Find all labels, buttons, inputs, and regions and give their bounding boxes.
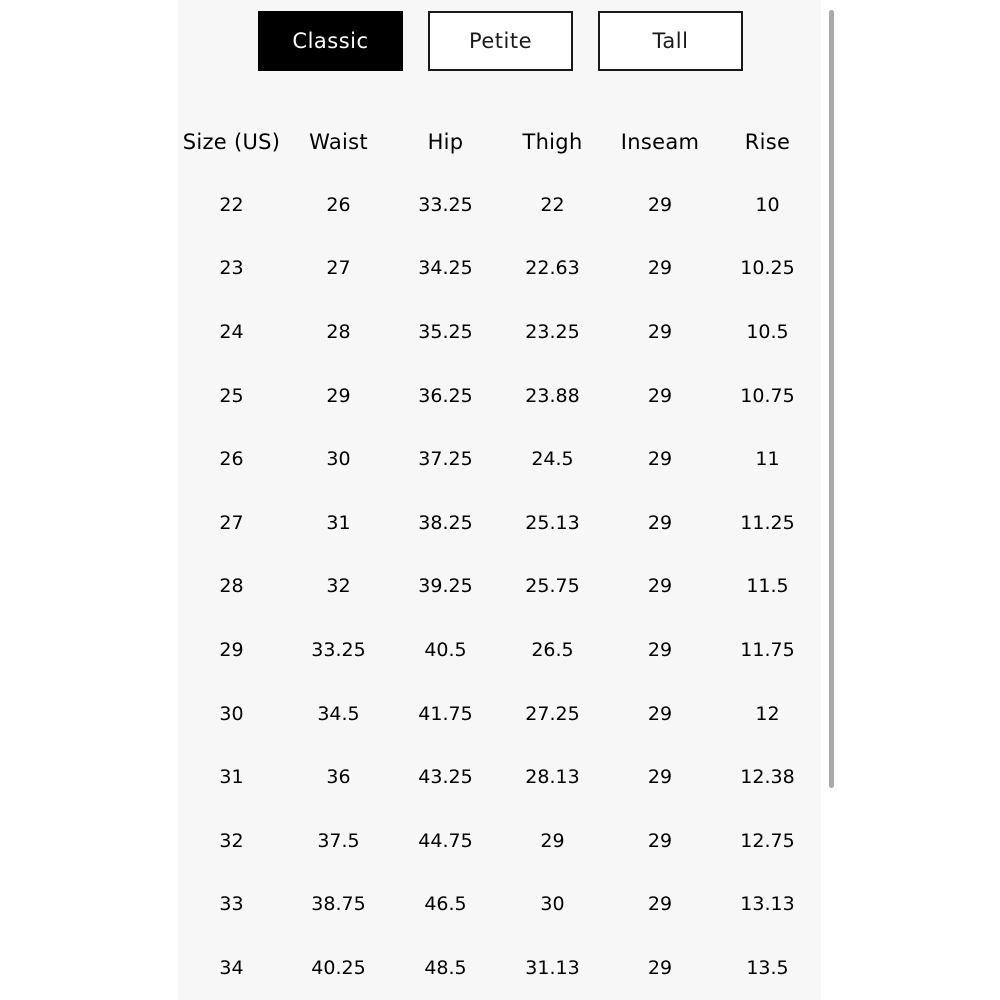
table-header-row bbox=[178, 110, 821, 173]
cell-hip: 40.5 bbox=[424, 638, 467, 661]
cell-hip: 34.25 bbox=[418, 257, 473, 280]
scrollbar[interactable] bbox=[829, 10, 835, 790]
cell-waist: 27 bbox=[326, 257, 351, 280]
table-body bbox=[178, 173, 821, 1000]
cell-thigh: 27.25 bbox=[525, 702, 580, 725]
table-row bbox=[178, 682, 821, 746]
table-row bbox=[178, 809, 821, 873]
cell-thigh: 31.13 bbox=[525, 956, 580, 979]
column-header-waist: Waist bbox=[309, 129, 368, 154]
cell-size: 24 bbox=[219, 320, 244, 343]
cell-size: 25 bbox=[219, 384, 244, 407]
size-table bbox=[178, 110, 821, 1000]
cell-rise: 11 bbox=[755, 448, 780, 471]
cell-waist: 31 bbox=[326, 511, 351, 534]
cell-inseam: 29 bbox=[647, 575, 673, 598]
cell-hip: 41.75 bbox=[418, 702, 473, 725]
cell-inseam: 29 bbox=[647, 956, 673, 979]
tab-tall[interactable]: Tall bbox=[598, 11, 743, 71]
cell-inseam: 29 bbox=[647, 384, 673, 407]
cell-thigh: 24.5 bbox=[531, 448, 574, 471]
cell-thigh: 22.63 bbox=[525, 257, 580, 280]
cell-thigh: 22 bbox=[540, 193, 565, 216]
cell-rise: 12.38 bbox=[740, 766, 795, 789]
table-row bbox=[178, 873, 821, 937]
size-chart-panel bbox=[178, 0, 821, 1000]
table-row bbox=[178, 173, 821, 237]
table-row bbox=[178, 555, 821, 619]
cell-size: 33 bbox=[219, 893, 244, 916]
cell-thigh: 23.88 bbox=[525, 384, 580, 407]
cell-thigh: 30 bbox=[540, 893, 565, 916]
cell-hip: 39.25 bbox=[418, 575, 473, 598]
cell-inseam: 29 bbox=[647, 702, 673, 725]
cell-hip: 48.5 bbox=[424, 956, 467, 979]
table-row bbox=[178, 427, 821, 491]
cell-inseam: 29 bbox=[647, 320, 673, 343]
cell-size: 30 bbox=[219, 702, 244, 725]
table-row bbox=[178, 618, 821, 682]
cell-hip: 36.25 bbox=[418, 384, 473, 407]
cell-waist: 32 bbox=[326, 575, 351, 598]
scrollbar-thumb[interactable] bbox=[829, 10, 834, 788]
cell-rise: 12.75 bbox=[740, 829, 795, 852]
cell-inseam: 29 bbox=[647, 257, 673, 280]
cell-size: 27 bbox=[219, 511, 244, 534]
cell-thigh: 29 bbox=[540, 829, 565, 852]
cell-hip: 46.5 bbox=[424, 893, 467, 916]
column-header-hip: Hip bbox=[427, 129, 464, 154]
cell-size: 34 bbox=[219, 956, 244, 979]
table-row bbox=[178, 936, 821, 1000]
column-header-rise: Rise bbox=[744, 129, 791, 154]
cell-rise: 10.25 bbox=[740, 257, 795, 280]
column-header-inseam: Inseam bbox=[620, 129, 700, 154]
cell-waist: 38.75 bbox=[311, 893, 366, 916]
cell-size: 22 bbox=[219, 193, 244, 216]
cell-size: 23 bbox=[219, 257, 244, 280]
cell-hip: 44.75 bbox=[418, 829, 473, 852]
cell-waist: 34.5 bbox=[317, 702, 360, 725]
table-row bbox=[178, 745, 821, 809]
cell-rise: 11.75 bbox=[740, 638, 795, 661]
cell-waist: 36 bbox=[326, 766, 351, 789]
cell-hip: 38.25 bbox=[418, 511, 473, 534]
cell-size: 29 bbox=[219, 638, 244, 661]
cell-rise: 10.75 bbox=[740, 384, 795, 407]
cell-size: 28 bbox=[219, 575, 244, 598]
cell-thigh: 25.13 bbox=[525, 511, 580, 534]
cell-rise: 10 bbox=[755, 193, 780, 216]
cell-inseam: 29 bbox=[647, 893, 673, 916]
cell-waist: 33.25 bbox=[311, 638, 366, 661]
cell-inseam: 29 bbox=[647, 766, 673, 789]
cell-waist: 30 bbox=[326, 448, 351, 471]
cell-inseam: 29 bbox=[647, 448, 673, 471]
cell-thigh: 25.75 bbox=[525, 575, 580, 598]
tab-petite[interactable]: Petite bbox=[428, 11, 573, 71]
cell-size: 31 bbox=[219, 766, 244, 789]
cell-waist: 28 bbox=[326, 320, 351, 343]
cell-thigh: 23.25 bbox=[525, 320, 580, 343]
cell-hip: 37.25 bbox=[418, 448, 473, 471]
cell-inseam: 29 bbox=[647, 193, 673, 216]
table-row bbox=[178, 300, 821, 364]
cell-rise: 12 bbox=[755, 702, 780, 725]
cell-rise: 13.5 bbox=[746, 956, 789, 979]
tab-classic[interactable]: Classic bbox=[258, 11, 403, 71]
fit-tabs bbox=[178, 11, 821, 71]
cell-size: 26 bbox=[219, 448, 244, 471]
cell-inseam: 29 bbox=[647, 511, 673, 534]
cell-thigh: 28.13 bbox=[525, 766, 580, 789]
table-row bbox=[178, 237, 821, 301]
cell-waist: 37.5 bbox=[317, 829, 360, 852]
cell-waist: 29 bbox=[326, 384, 351, 407]
table-row bbox=[178, 364, 821, 428]
cell-hip: 33.25 bbox=[418, 193, 473, 216]
cell-inseam: 29 bbox=[647, 638, 673, 661]
cell-thigh: 26.5 bbox=[531, 638, 574, 661]
column-header-size: Size (US) bbox=[182, 129, 281, 154]
cell-rise: 10.5 bbox=[746, 320, 789, 343]
cell-rise: 13.13 bbox=[740, 893, 795, 916]
cell-hip: 43.25 bbox=[418, 766, 473, 789]
cell-hip: 35.25 bbox=[418, 320, 473, 343]
cell-inseam: 29 bbox=[647, 829, 673, 852]
cell-waist: 26 bbox=[326, 193, 351, 216]
cell-rise: 11.25 bbox=[740, 511, 795, 534]
cell-size: 32 bbox=[219, 829, 244, 852]
column-header-thigh: Thigh bbox=[522, 129, 583, 154]
cell-waist: 40.25 bbox=[311, 956, 366, 979]
table-row bbox=[178, 491, 821, 555]
cell-rise: 11.5 bbox=[746, 575, 789, 598]
